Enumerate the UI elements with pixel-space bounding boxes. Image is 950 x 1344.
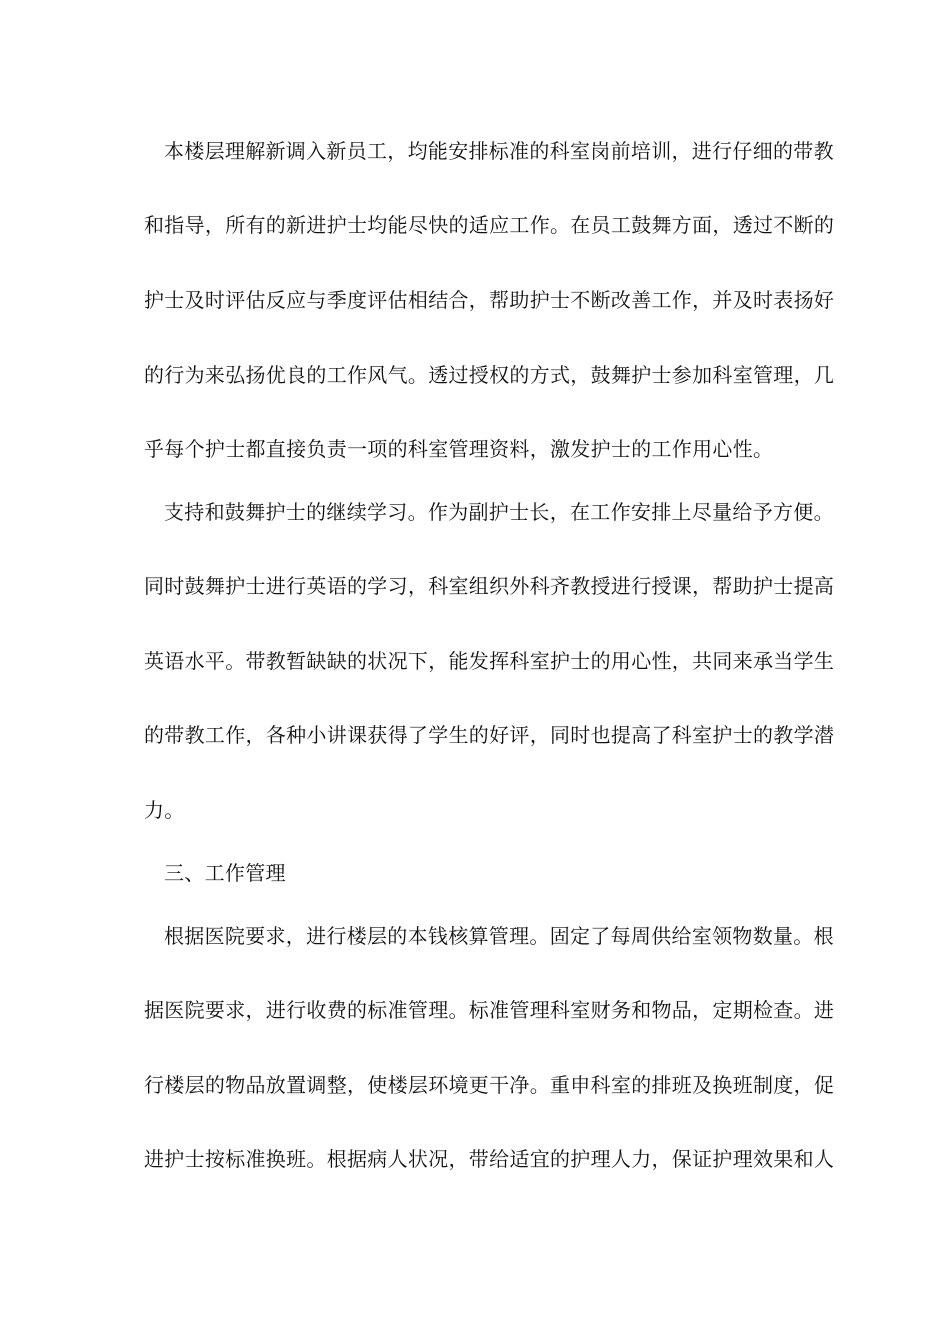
text-line: 根据医院要求，进行楼层的本钱核算管理。固定了每周供给室领物数量。根 <box>164 924 834 948</box>
text-line: 行楼层的物品放置调整，使楼层环境更干净。重申科室的排班及换班制度，促 <box>144 1073 835 1097</box>
text-line: 乎每个护士都直接负责一项的科室管理资料，激发护士的工作用心性。 <box>144 437 774 461</box>
text-line: 进护士按标准换班。根据病人状况，带给适宜的护理人力，保证护理效果和人 <box>144 1147 835 1171</box>
text-line: 本楼层理解新调入新员工，均能安排标准的科室岗前培训，进行仔细的带教 <box>164 139 834 163</box>
text-line: 支持和鼓舞护士的继续学习。作为副护士长，在工作安排上尽量给予方便。 <box>164 500 834 524</box>
text-line: 力。 <box>144 798 185 822</box>
text-line: 据医院要求，进行收费的标准管理。标准管理科室财务和物品，定期检查。进 <box>144 998 835 1022</box>
text-line: 英语水平。带教暂缺缺的状况下，能发挥科室护士的用心性，共同来承当学生 <box>144 649 835 673</box>
text-line: 和指导，所有的新进护士均能尽快的适应工作。在员工鼓舞方面，透过不断的 <box>144 213 835 237</box>
text-line: 护士及时评估反应与季度评估相结合，帮助护士不断改善工作，并及时表扬好 <box>144 288 835 312</box>
text-line: 同时鼓舞护士进行英语的学习，科室组织外科齐教授进行授课，帮助护士提高 <box>144 574 835 598</box>
text-line: 的行为来弘扬优良的工作风气。透过授权的方式，鼓舞护士参加科室管理，几 <box>144 363 835 387</box>
section-heading: 三、工作管理 <box>164 861 286 885</box>
text-line: 的带教工作，各种小讲课获得了学生的好评，同时也提高了科室护士的教学潜 <box>144 723 835 747</box>
